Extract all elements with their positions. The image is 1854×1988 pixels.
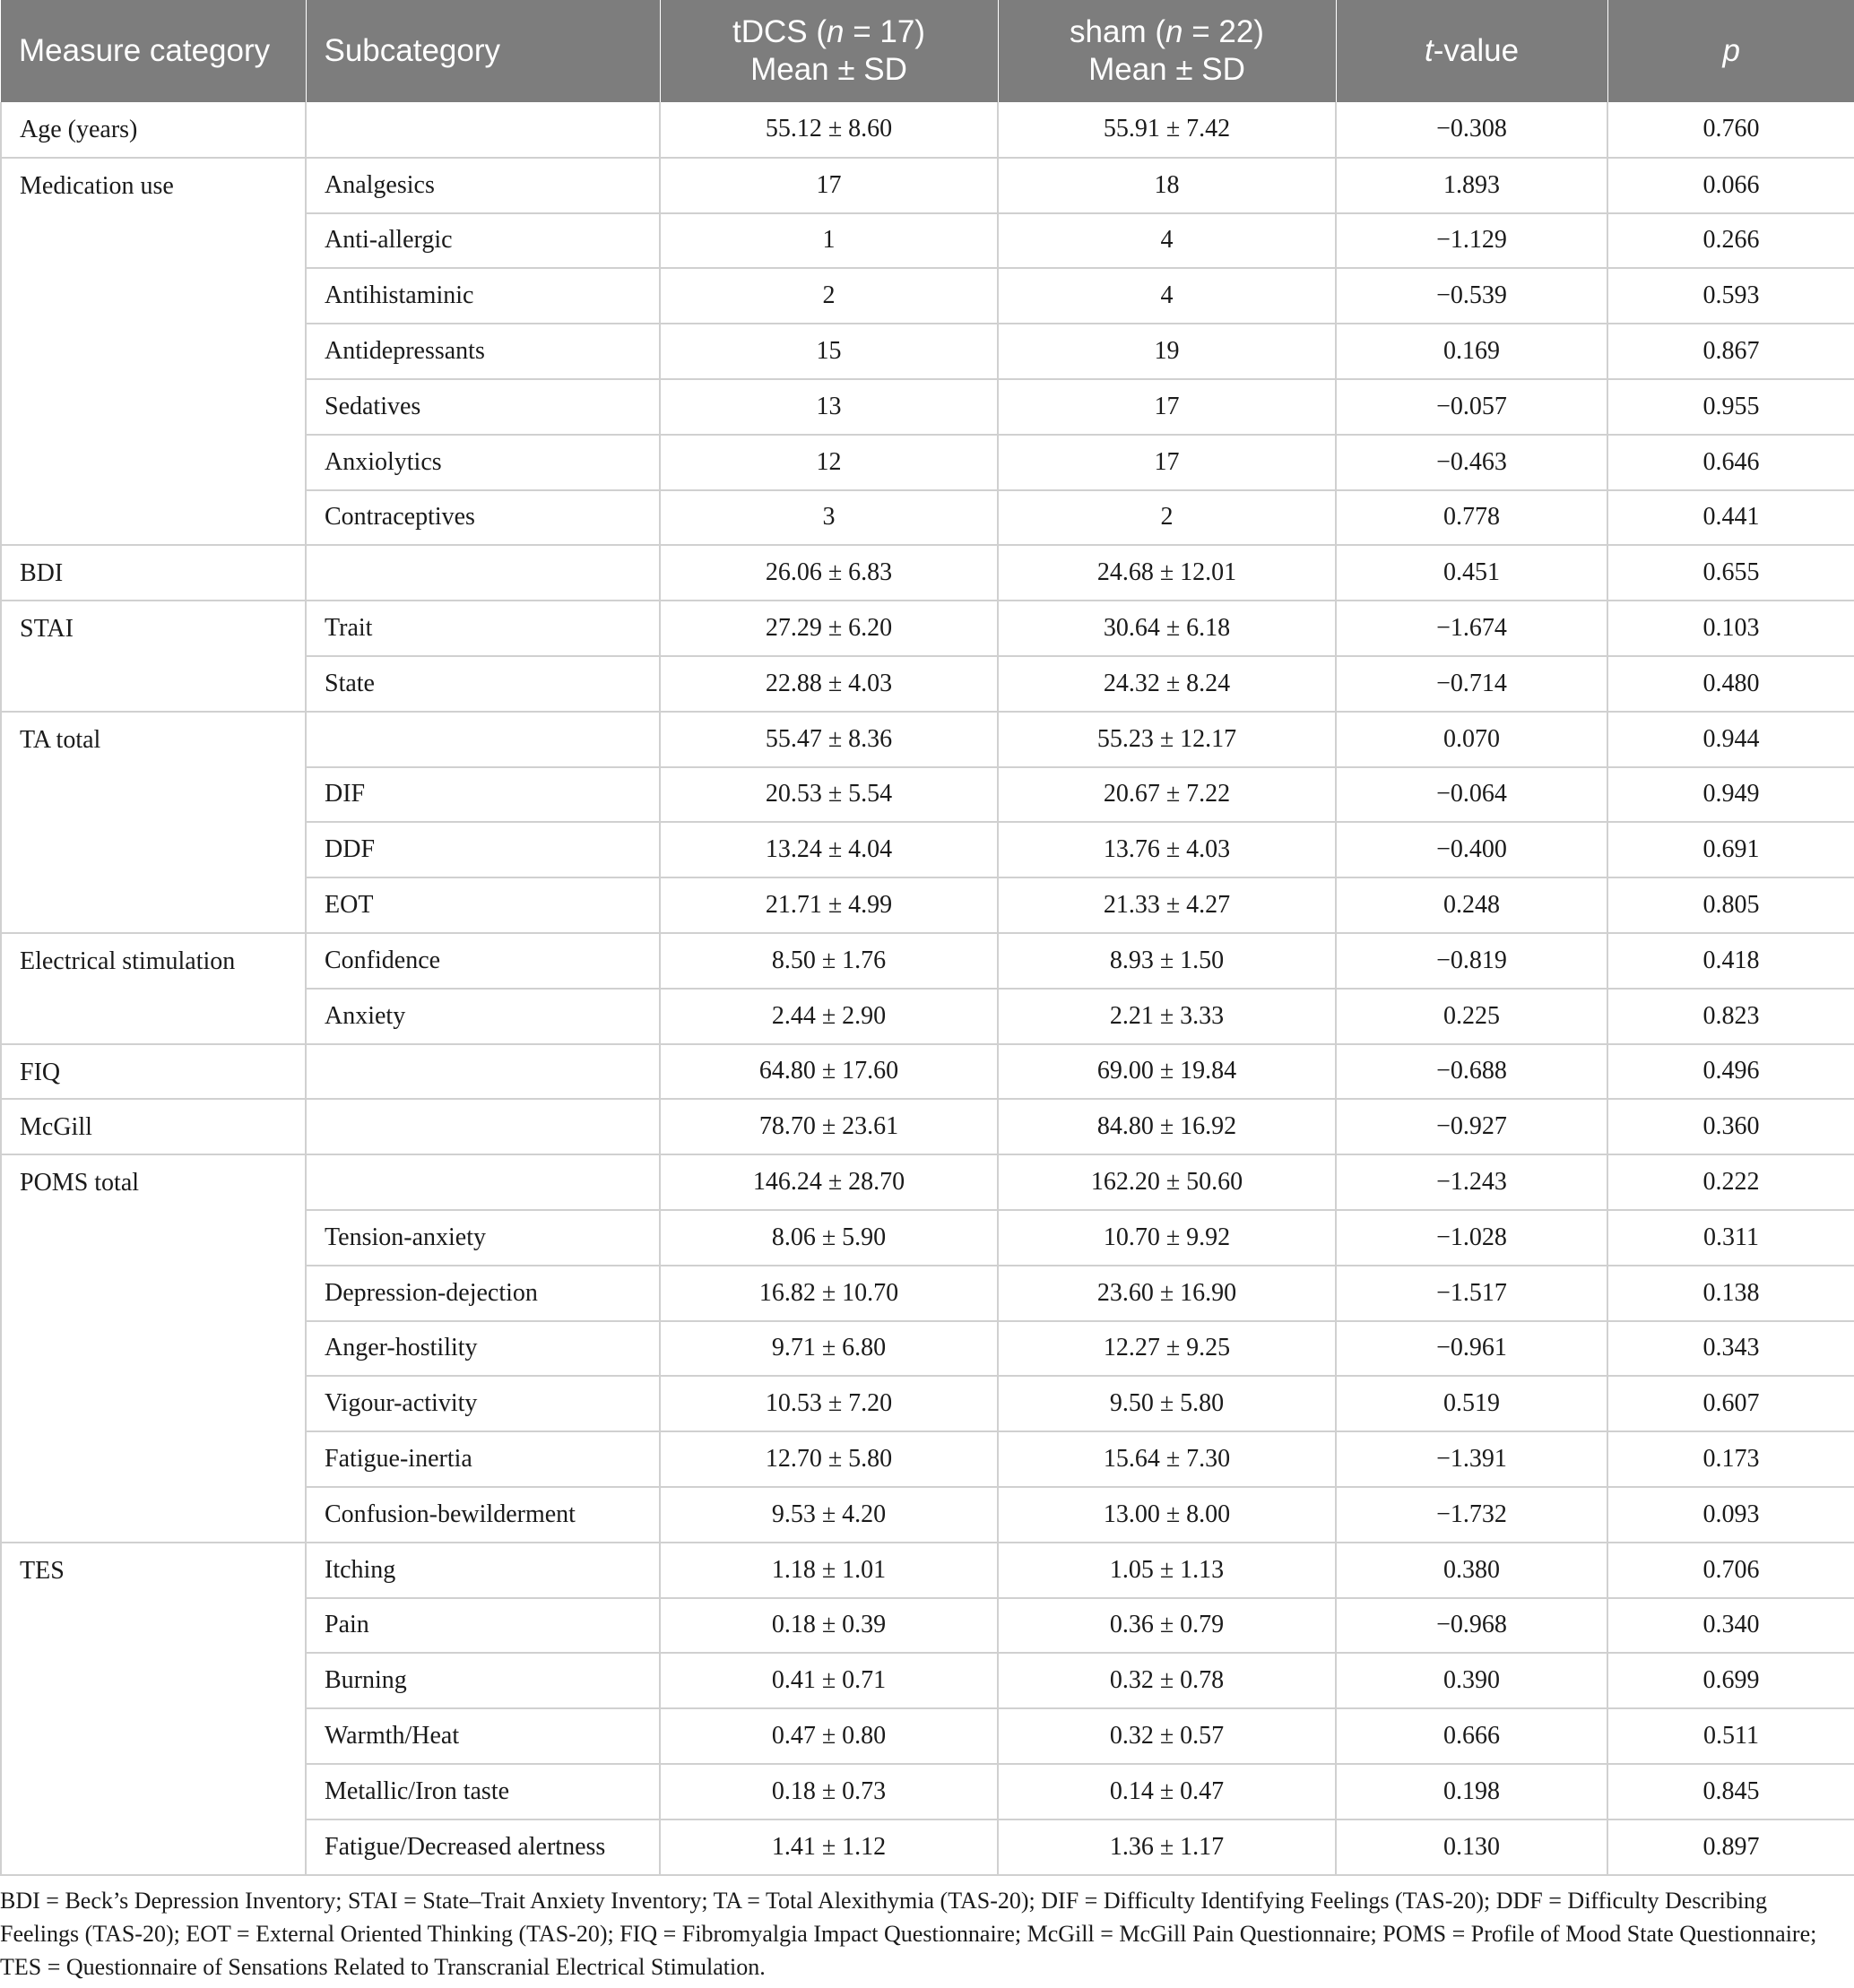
tdcs-mean-sd-cell: 27.29 ± 6.20 [660,601,998,656]
subcategory-cell [306,1154,660,1210]
table-header [1,0,1854,102]
sham-mean-sd-cell: 2 [998,490,1336,546]
p-value-cell: 0.897 [1607,1819,1854,1875]
p-value-cell: 0.845 [1607,1764,1854,1819]
p-value-cell: 0.867 [1607,324,1854,379]
t-value-cell: −0.961 [1336,1321,1607,1377]
measure-category-cell: TA total [1,712,306,933]
table-row [1,158,1854,213]
subcategory-cell: DIF [306,767,660,823]
subcategory-cell: Anger-hostility [306,1321,660,1377]
t-value-cell: −1.674 [1336,601,1607,656]
t-value-cell: −0.819 [1336,933,1607,989]
t-value-cell: 0.198 [1336,1764,1607,1819]
subcategory-cell: Sedatives [306,379,660,435]
header-tdcs: tDCS (n = 17) Mean ± SD [660,0,998,102]
table-body [1,102,1854,1875]
tdcs-mean-sd-cell: 0.41 ± 0.71 [660,1653,998,1708]
tdcs-mean-sd-cell: 0.47 ± 0.80 [660,1708,998,1764]
header-sham: sham (n = 22) Mean ± SD [998,0,1336,102]
tdcs-mean-sd-cell: 55.12 ± 8.60 [660,102,998,158]
t-value-cell: 0.380 [1336,1543,1607,1598]
sham-mean-sd-cell: 15.64 ± 7.30 [998,1431,1336,1487]
tdcs-mean-sd-cell: 1.41 ± 1.12 [660,1819,998,1875]
measure-category-cell: McGill [1,1099,306,1154]
subcategory-cell: Contraceptives [306,490,660,546]
p-value-cell: 0.418 [1607,933,1854,989]
table-row [1,1099,1854,1154]
p-value-cell: 0.646 [1607,435,1854,490]
tdcs-mean-sd-cell: 64.80 ± 17.60 [660,1044,998,1100]
table-row [1,545,1854,601]
measure-category-cell: POMS total [1,1154,306,1543]
t-value-cell: −1.028 [1336,1210,1607,1266]
table-row [1,102,1854,158]
measure-category-cell: Age (years) [1,102,306,158]
tdcs-mean-sd-cell: 22.88 ± 4.03 [660,656,998,712]
tdcs-mean-sd-cell: 20.53 ± 5.54 [660,767,998,823]
sham-mean-sd-cell: 1.36 ± 1.17 [998,1819,1336,1875]
measure-category-cell: TES [1,1543,306,1875]
t-value-cell: 0.169 [1336,324,1607,379]
p-value-cell: 0.949 [1607,767,1854,823]
t-value-cell: −0.927 [1336,1099,1607,1154]
p-value-cell: 0.173 [1607,1431,1854,1487]
sham-mean-sd-cell: 24.32 ± 8.24 [998,656,1336,712]
tdcs-mean-sd-cell: 0.18 ± 0.39 [660,1598,998,1654]
subcategory-cell: Antihistaminic [306,268,660,324]
t-value-cell: −0.057 [1336,379,1607,435]
header-p: p [1607,0,1854,102]
p-value-cell: 0.093 [1607,1487,1854,1543]
subcategory-cell: Vigour-activity [306,1376,660,1431]
subcategory-cell: Fatigue-inertia [306,1431,660,1487]
table-row [1,1543,1854,1598]
p-value-cell: 0.607 [1607,1376,1854,1431]
p-value-cell: 0.343 [1607,1321,1854,1377]
sham-mean-sd-cell: 20.67 ± 7.22 [998,767,1336,823]
sham-mean-sd-cell: 17 [998,435,1336,490]
sham-mean-sd-cell: 30.64 ± 6.18 [998,601,1336,656]
sham-mean-sd-cell: 84.80 ± 16.92 [998,1099,1336,1154]
p-value-cell: 0.441 [1607,490,1854,546]
tdcs-mean-sd-cell: 146.24 ± 28.70 [660,1154,998,1210]
p-value-cell: 0.266 [1607,213,1854,269]
header-row [1,0,1854,102]
t-value-cell: 0.519 [1336,1376,1607,1431]
measure-category-cell: FIQ [1,1044,306,1100]
subcategory-cell: Anti-allergic [306,213,660,269]
subcategory-cell: Anxiety [306,989,660,1044]
t-value-cell: −0.968 [1336,1598,1607,1654]
subcategory-cell [306,712,660,767]
measure-category-cell: BDI [1,545,306,601]
t-value-cell: −0.688 [1336,1044,1607,1100]
t-value-cell: 0.248 [1336,877,1607,933]
t-value-cell: −0.064 [1336,767,1607,823]
subcategory-cell: Confusion-bewilderment [306,1487,660,1543]
t-value-cell: 0.666 [1336,1708,1607,1764]
t-value-cell: −0.463 [1336,435,1607,490]
tdcs-mean-sd-cell: 15 [660,324,998,379]
measure-category-cell: Electrical stimulation [1,933,306,1044]
p-value-cell: 0.511 [1607,1708,1854,1764]
t-value-cell: −0.308 [1336,102,1607,158]
p-value-cell: 0.496 [1607,1044,1854,1100]
sham-mean-sd-cell: 19 [998,324,1336,379]
sham-mean-sd-cell: 9.50 ± 5.80 [998,1376,1336,1431]
tdcs-mean-sd-cell: 12.70 ± 5.80 [660,1431,998,1487]
t-value-cell: −0.714 [1336,656,1607,712]
table-footnote: BDI = Beck’s Depression Inventory; STAI = State–Trait Anxiety Inventory; TA = Total Alexithymia (TAS-20); DIF = Difficulty Identifying Feelings (TAS-20); DDF = Difficulty Describing Feelings (TAS-20); EOT = External Oriented Thinking (TAS-20); FIQ = Fibromyalgia Impact Questionnaire; McGill = McGill Pain Questionnaire; POMS = Profile of Mood State Questionnaire; TES = Questionnaire of Sensations Related to Transcranial Electrical Stimulation. [0,1888,1817,1980]
measure-category-cell: Medication use [1,158,306,546]
p-value-cell: 0.222 [1607,1154,1854,1210]
t-value-cell: −1.129 [1336,213,1607,269]
tdcs-mean-sd-cell: 2 [660,268,998,324]
tdcs-mean-sd-cell: 78.70 ± 23.61 [660,1099,998,1154]
t-value-cell: 0.778 [1336,490,1607,546]
sham-mean-sd-cell: 0.36 ± 0.79 [998,1598,1336,1654]
tdcs-mean-sd-cell: 16.82 ± 10.70 [660,1266,998,1321]
tdcs-mean-sd-cell: 0.18 ± 0.73 [660,1764,998,1819]
tdcs-mean-sd-cell: 1.18 ± 1.01 [660,1543,998,1598]
subcategory-cell [306,102,660,158]
tdcs-mean-sd-cell: 13 [660,379,998,435]
sham-mean-sd-cell: 10.70 ± 9.92 [998,1210,1336,1266]
sham-mean-sd-cell: 13.00 ± 8.00 [998,1487,1336,1543]
subcategory-cell: Depression-dejection [306,1266,660,1321]
t-value-cell: −0.539 [1336,268,1607,324]
p-value-cell: 0.955 [1607,379,1854,435]
p-value-cell: 0.480 [1607,656,1854,712]
p-value-cell: 0.691 [1607,822,1854,877]
sham-mean-sd-cell: 69.00 ± 19.84 [998,1044,1336,1100]
tdcs-mean-sd-cell: 12 [660,435,998,490]
subcategory-cell: Confidence [306,933,660,989]
p-value-cell: 0.805 [1607,877,1854,933]
table-row [1,1044,1854,1100]
sham-mean-sd-cell: 4 [998,213,1336,269]
sham-mean-sd-cell: 21.33 ± 4.27 [998,877,1336,933]
p-value-cell: 0.066 [1607,158,1854,213]
tdcs-mean-sd-cell: 2.44 ± 2.90 [660,989,998,1044]
t-value-cell: −1.391 [1336,1431,1607,1487]
subcategory-cell: Fatigue/Decreased alertness [306,1819,660,1875]
t-value-cell: 0.225 [1336,989,1607,1044]
sham-mean-sd-cell: 8.93 ± 1.50 [998,933,1336,989]
subcategory-cell: Antidepressants [306,324,660,379]
sham-mean-sd-cell: 1.05 ± 1.13 [998,1543,1336,1598]
t-value-cell: 0.130 [1336,1819,1607,1875]
p-value-cell: 0.138 [1607,1266,1854,1321]
tdcs-mean-sd-cell: 8.50 ± 1.76 [660,933,998,989]
sham-mean-sd-cell: 24.68 ± 12.01 [998,545,1336,601]
table-row [1,933,1854,989]
header-t-value: t-value [1336,0,1607,102]
tdcs-mean-sd-cell: 26.06 ± 6.83 [660,545,998,601]
p-value-cell: 0.706 [1607,1543,1854,1598]
p-value-cell: 0.103 [1607,601,1854,656]
sham-mean-sd-cell: 2.21 ± 3.33 [998,989,1336,1044]
t-value-cell: −1.732 [1336,1487,1607,1543]
subcategory-cell: State [306,656,660,712]
sham-mean-sd-cell: 55.91 ± 7.42 [998,102,1336,158]
p-value-cell: 0.593 [1607,268,1854,324]
p-value-cell: 0.760 [1607,102,1854,158]
tdcs-mean-sd-cell: 3 [660,490,998,546]
sham-mean-sd-cell: 0.14 ± 0.47 [998,1764,1336,1819]
table-row [1,1154,1854,1210]
subcategory-cell [306,1099,660,1154]
sham-mean-sd-cell: 12.27 ± 9.25 [998,1321,1336,1377]
tdcs-mean-sd-cell: 8.06 ± 5.90 [660,1210,998,1266]
table-row [1,601,1854,656]
sham-mean-sd-cell: 0.32 ± 0.78 [998,1653,1336,1708]
subcategory-cell [306,545,660,601]
subcategory-cell: Itching [306,1543,660,1598]
p-value-cell: 0.360 [1607,1099,1854,1154]
subcategory-cell: Analgesics [306,158,660,213]
sham-mean-sd-cell: 23.60 ± 16.90 [998,1266,1336,1321]
subcategory-cell: Anxiolytics [306,435,660,490]
sham-mean-sd-cell: 18 [998,158,1336,213]
table-row [1,712,1854,767]
subcategory-cell: DDF [306,822,660,877]
sham-mean-sd-cell: 13.76 ± 4.03 [998,822,1336,877]
t-value-cell: 0.451 [1336,545,1607,601]
sham-mean-sd-cell: 0.32 ± 0.57 [998,1708,1336,1764]
sham-mean-sd-cell: 162.20 ± 50.60 [998,1154,1336,1210]
tdcs-mean-sd-cell: 1 [660,213,998,269]
t-value-cell: 1.893 [1336,158,1607,213]
measure-category-cell: STAI [1,601,306,712]
p-value-cell: 0.823 [1607,989,1854,1044]
t-value-cell: 0.390 [1336,1653,1607,1708]
subcategory-cell: Warmth/Heat [306,1708,660,1764]
t-value-cell: −0.400 [1336,822,1607,877]
t-value-cell: −1.517 [1336,1266,1607,1321]
t-value-cell: 0.070 [1336,712,1607,767]
tdcs-mean-sd-cell: 9.71 ± 6.80 [660,1321,998,1377]
subcategory-cell [306,1044,660,1100]
tdcs-mean-sd-cell: 9.53 ± 4.20 [660,1487,998,1543]
p-value-cell: 0.311 [1607,1210,1854,1266]
tdcs-mean-sd-cell: 13.24 ± 4.04 [660,822,998,877]
t-value-cell: −1.243 [1336,1154,1607,1210]
tdcs-mean-sd-cell: 21.71 ± 4.99 [660,877,998,933]
sham-mean-sd-cell: 4 [998,268,1336,324]
p-value-cell: 0.944 [1607,712,1854,767]
subcategory-cell: Metallic/Iron taste [306,1764,660,1819]
subcategory-cell: Burning [306,1653,660,1708]
header-measure-category: Measure category [1,0,306,102]
tdcs-mean-sd-cell: 17 [660,158,998,213]
p-value-cell: 0.655 [1607,545,1854,601]
tdcs-mean-sd-cell: 10.53 ± 7.20 [660,1376,998,1431]
p-value-cell: 0.340 [1607,1598,1854,1654]
sham-mean-sd-cell: 17 [998,379,1336,435]
subcategory-cell: Pain [306,1598,660,1654]
p-value-cell: 0.699 [1607,1653,1854,1708]
tdcs-mean-sd-cell: 55.47 ± 8.36 [660,712,998,767]
sham-mean-sd-cell: 55.23 ± 12.17 [998,712,1336,767]
header-subcategory: Subcategory [306,0,660,102]
subcategory-cell: Trait [306,601,660,656]
subcategory-cell: EOT [306,877,660,933]
subcategory-cell: Tension-anxiety [306,1210,660,1266]
